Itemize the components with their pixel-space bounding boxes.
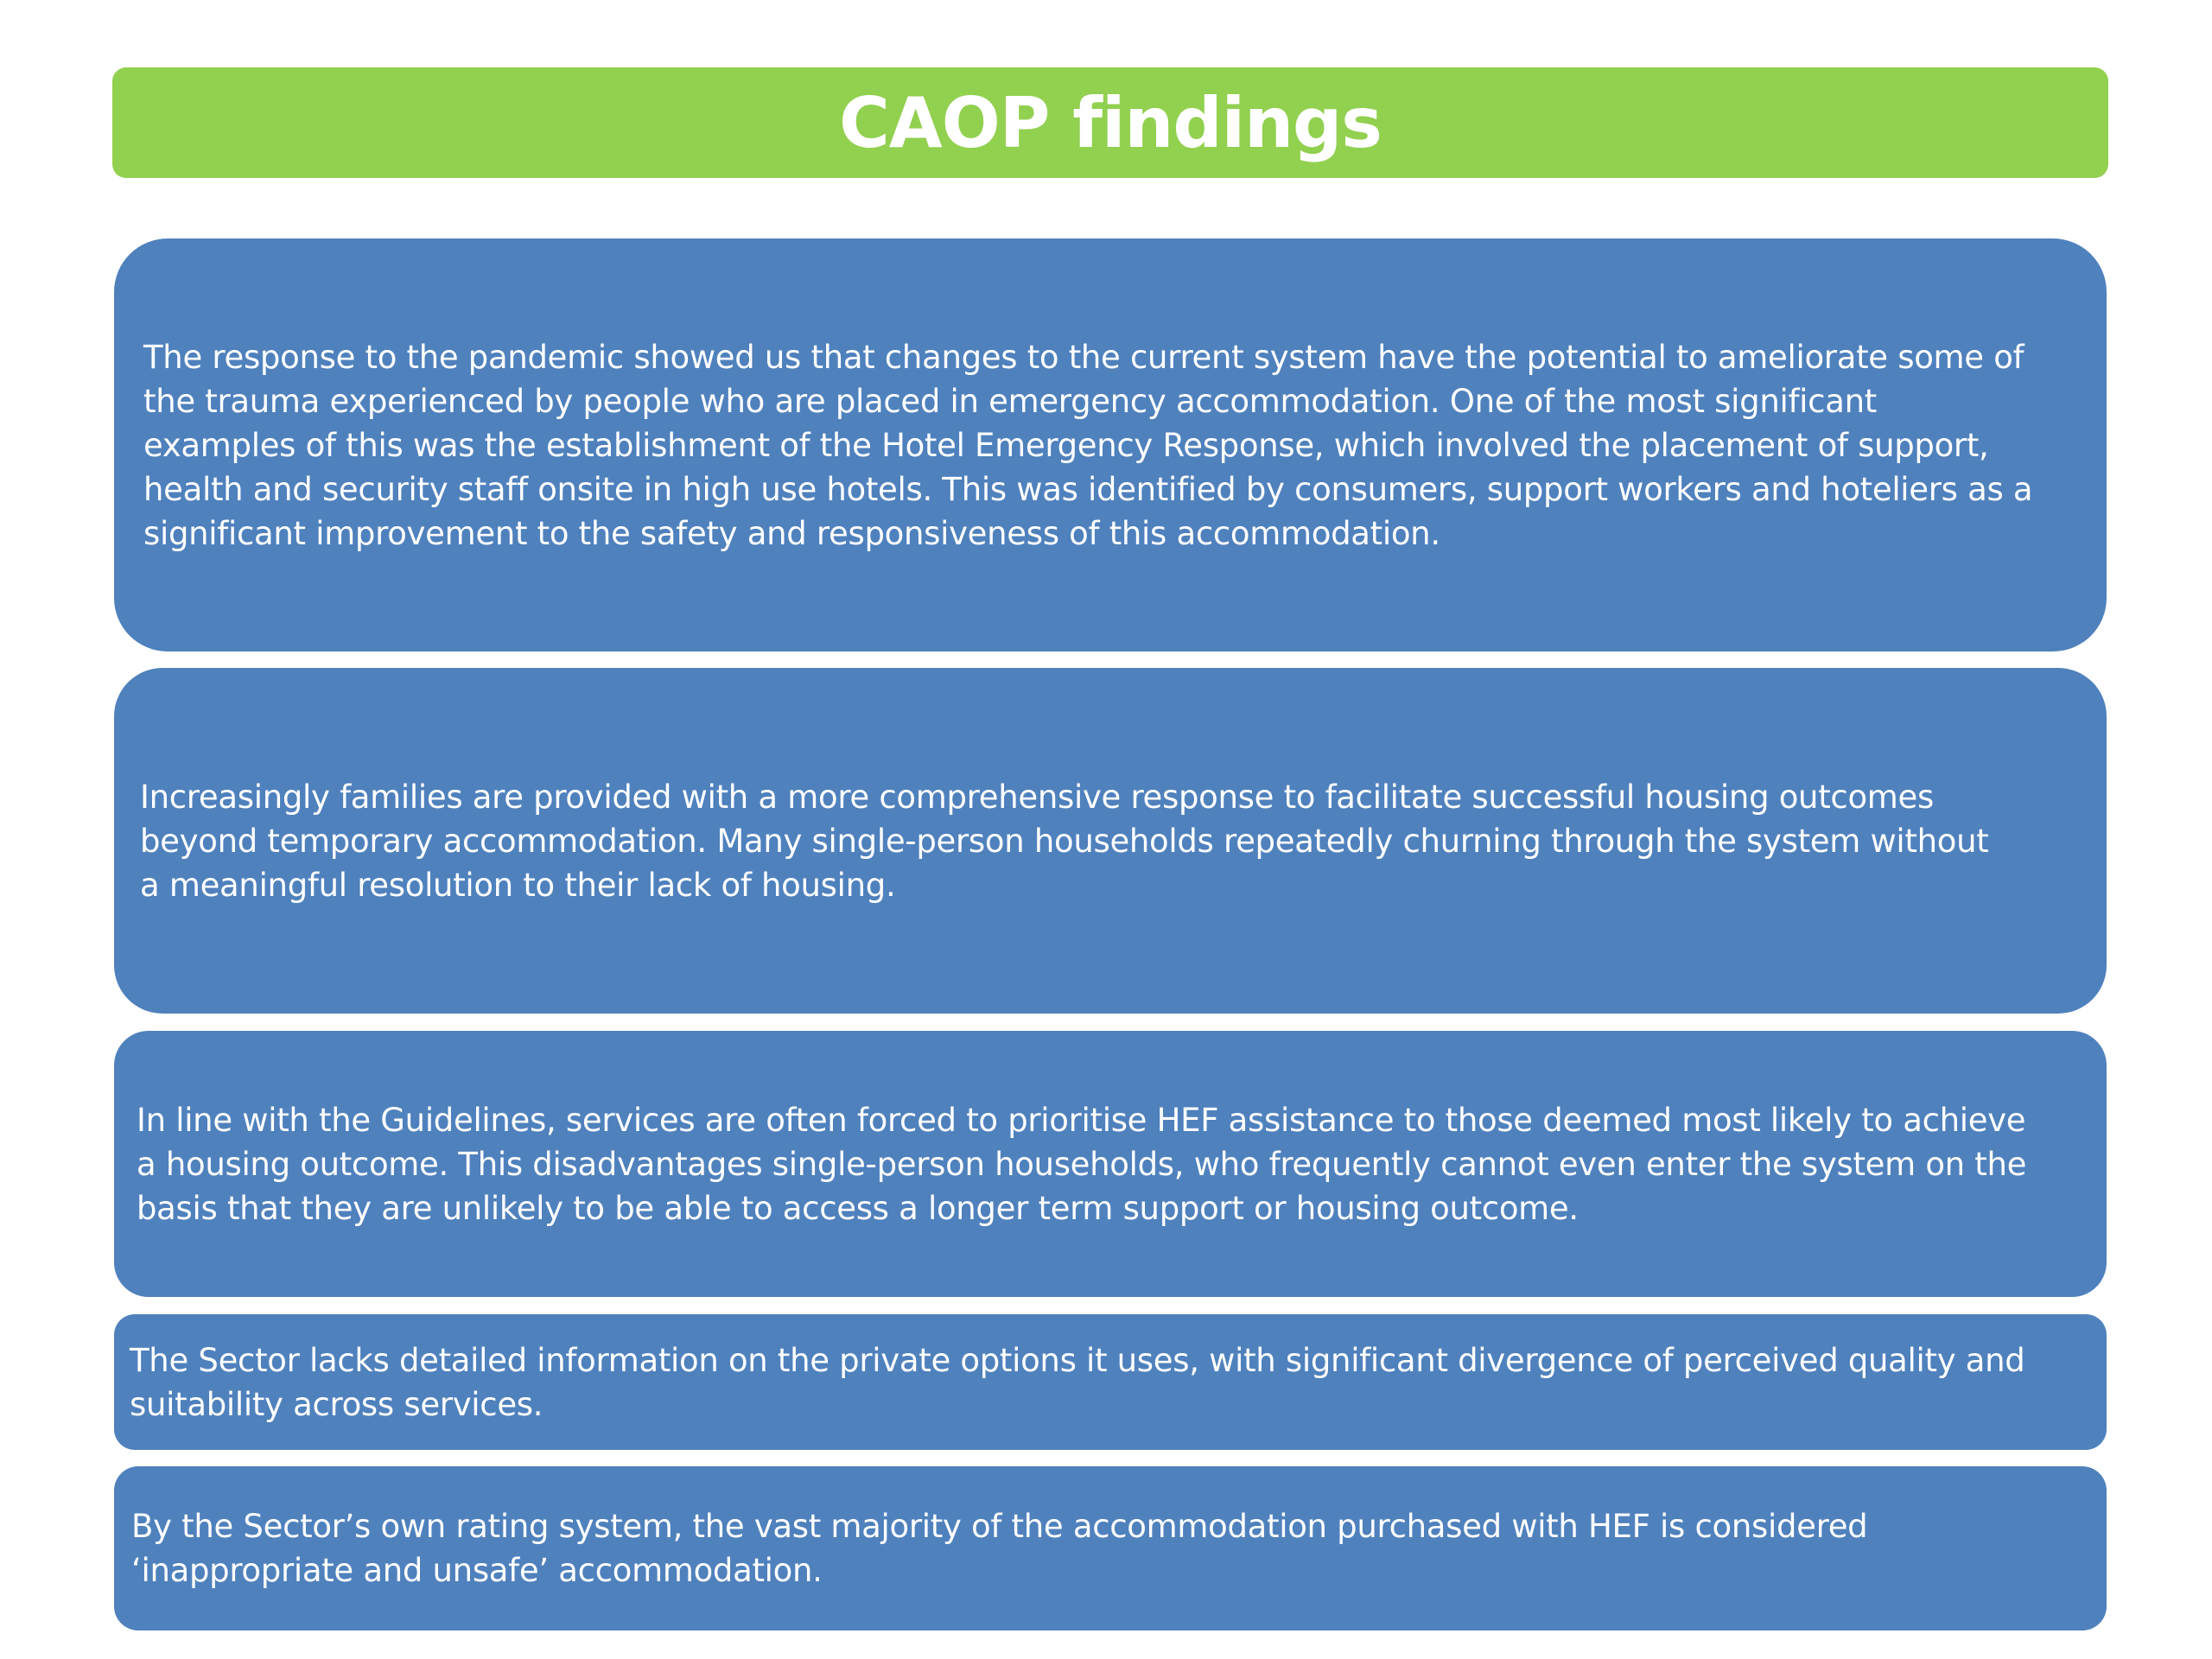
- finding-text: By the Sector’s own rating system, the vast majority of the accommodation purchased with HEF is considered ‘inappropriate and unsafe’ accommodation.: [131, 1508, 1868, 1589]
- finding-text: Increasingly families are provided with a more comprehensive response to facilitate successful housing outcomes beyond temporary accommodation. Many single-person households repeatedly churning through the system without a meaningful resolution to their lack of housing.: [140, 778, 1989, 904]
- finding-box-guidelines-prioritisation: [114, 1031, 2107, 1297]
- page-title: CAOP findings: [839, 82, 1382, 163]
- finding-box-sector-information: [114, 1314, 2107, 1450]
- title-banner: [112, 67, 2108, 178]
- finding-text: The response to the pandemic showed us that changes to the current system have the potential to ameliorate some of the trauma experienced by people who are placed in emergency accommodation. One of the most significant examples of this was the establishment of the Hotel Emergency Response, which involved the placement of support, health and security staff onsite in high use hotels. This was identified by consumers, support workers and hoteliers as a significant improvement to the safety and responsiveness of this accommodation.: [143, 338, 2033, 552]
- finding-box-accommodation-rating: [114, 1466, 2107, 1630]
- finding-text: In line with the Guidelines, services are often forced to prioritise HEF assistance to those deemed most likely to achieve a housing outcome. This disadvantages single-person households, who frequently cannot even enter the system on the basis that they are unlikely to be able to access a longer term support or housing outcome.: [137, 1101, 2027, 1227]
- finding-text: The Sector lacks detailed information on the private options it uses, with significant divergence of perceived quality and suitability across services.: [130, 1341, 2025, 1423]
- finding-box-families-response: [114, 668, 2107, 1014]
- finding-box-hotel-emergency-response: [114, 238, 2107, 652]
